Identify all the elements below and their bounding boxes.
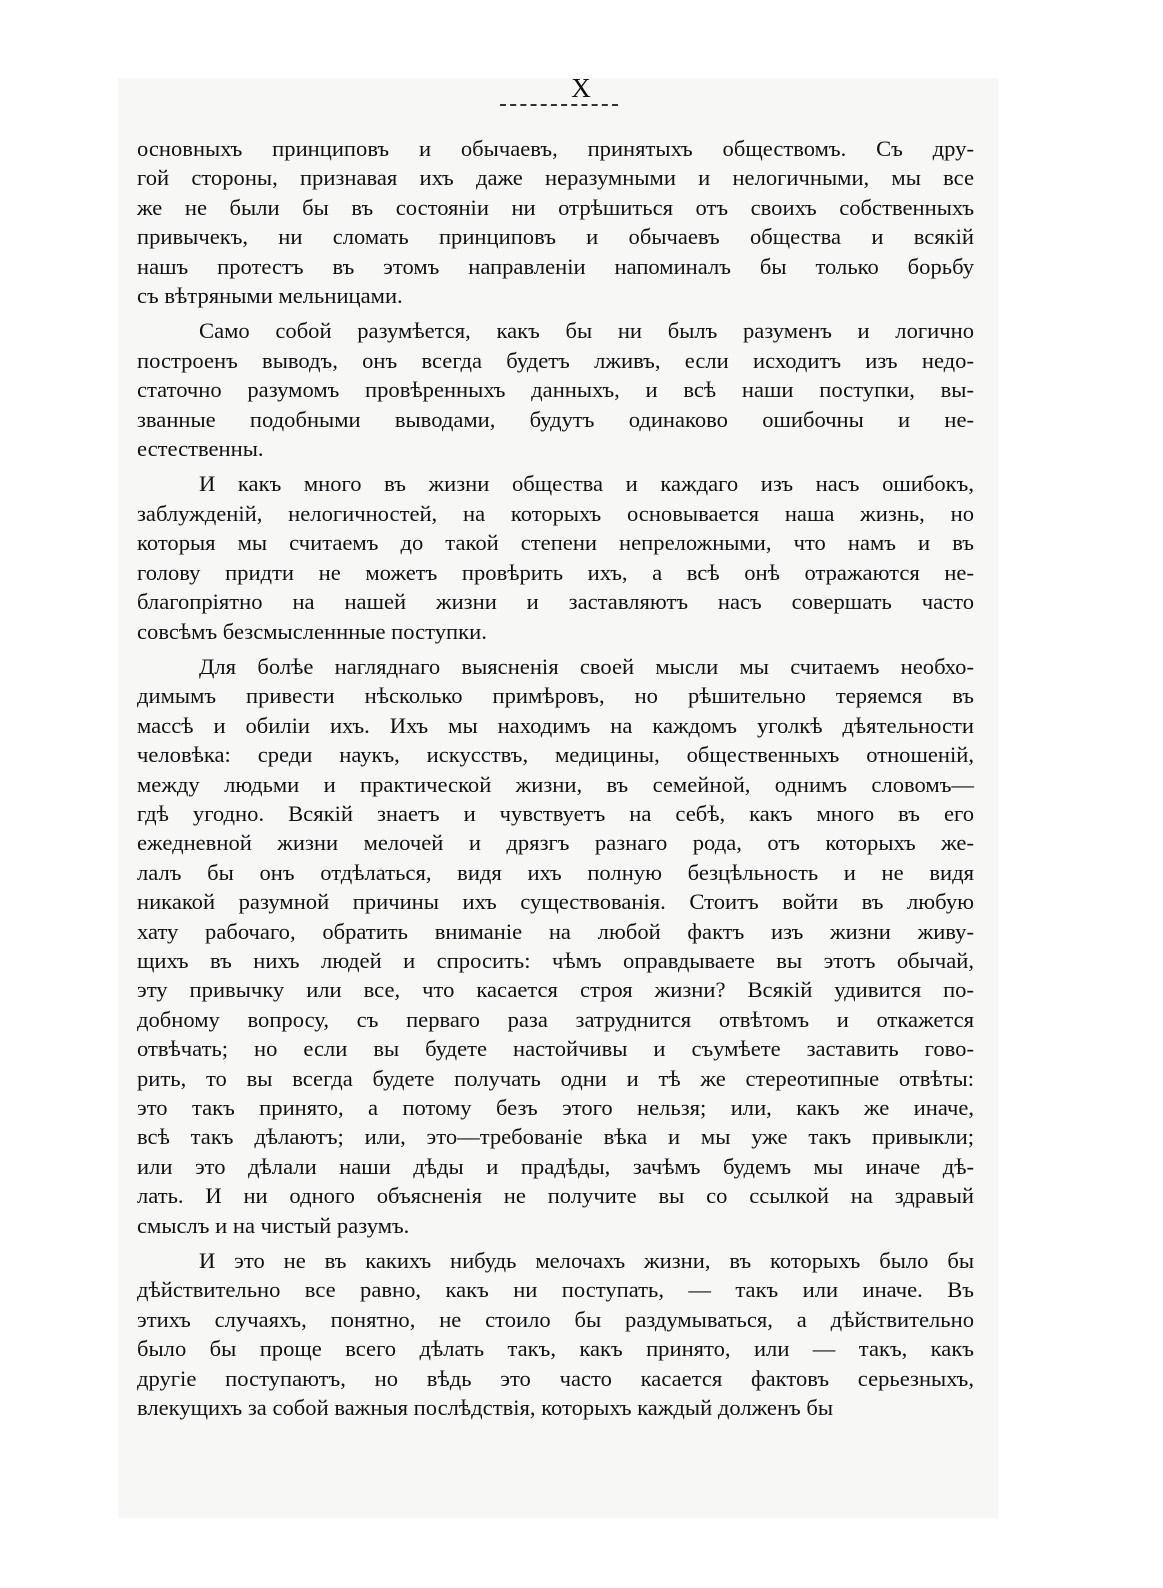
text-line: Само собой разумѣется, какъ бы ни былъ разуменъ и логично bbox=[199, 318, 974, 344]
text-line: эту привычку или все, что касается строя жизни? Всякій удивится по- bbox=[137, 977, 974, 1003]
text-line: И какъ много въ жизни общества и каждаго изъ насъ ошибокъ, bbox=[199, 471, 974, 497]
text-line: гой стороны, признавая ихъ даже неразумными и нелогичными, мы все bbox=[137, 165, 974, 191]
text-line: димымъ привести нѣсколько примѣровъ, но рѣшительно теряемся въ bbox=[137, 683, 974, 709]
text-line: званные подобными выводами, будутъ одинаково ошибочны и не- bbox=[137, 406, 974, 432]
text-line: естественны. bbox=[137, 436, 264, 462]
text-line: съ вѣтряными мельницами. bbox=[137, 283, 403, 309]
paragraph bbox=[137, 469, 974, 645]
text-line: основныхъ принциповъ и обычаевъ, принятыхъ обществомъ. Съ дру- bbox=[137, 136, 974, 161]
text-line: этихъ случаяхъ, понятно, не стоило бы раздумываться, а дѣйствительно bbox=[137, 1306, 974, 1332]
text-line: хату рабочаго, обратить вниманіе на любой фактъ изъ жизни живу- bbox=[137, 918, 974, 944]
text-line: лалъ бы онъ отдѣлаться, видя ихъ полную безцѣльность и не видя bbox=[137, 859, 974, 885]
text-line: между людьми и практической жизни, въ семейной, однимъ словомъ— bbox=[137, 771, 974, 797]
text-line: другіе поступаютъ, но вѣдь это часто касается фактовъ серьезныхъ, bbox=[137, 1365, 974, 1391]
text-line: которыя мы считаемъ до такой степени непреложными, что намъ и въ bbox=[137, 530, 974, 556]
text-line: совсѣмъ безсмысленнные поступки. bbox=[137, 618, 487, 644]
text-line: лать. И ни одного объясненія не получите вы со ссылкой на здравый bbox=[137, 1183, 974, 1209]
text-line: было бы проще всего дѣлать такъ, какъ принято, или — такъ, какъ bbox=[137, 1336, 974, 1362]
text-line: добному вопросу, съ перваго раза затруднится отвѣтомъ и откажется bbox=[137, 1006, 974, 1032]
text-line: рить, то вы всегда будете получать одни и тѣ же стереотипные отвѣты: bbox=[137, 1065, 974, 1091]
text-line: ежедневной жизни мелочей и дрязгъ разнаго рода, отъ которыхъ же- bbox=[137, 830, 974, 856]
body-text bbox=[137, 134, 974, 1428]
paragraph bbox=[137, 134, 974, 310]
text-line: влекущихъ за собой важныя послѣдствія, которыхъ каждый долженъ бы bbox=[137, 1395, 834, 1421]
text-line: привычекъ, ни сломать принциповъ и обычаевъ общества и всякій bbox=[137, 224, 974, 250]
text-line: человѣка: среди наукъ, искусствъ, медицины, общественныхъ отношеній, bbox=[137, 742, 974, 768]
text-line: голову придти не можетъ провѣрить ихъ, а всѣ онѣ отражаются не- bbox=[137, 559, 974, 585]
text-line: это такъ принято, а потому безъ этого нельзя; или, какъ же иначе, bbox=[137, 1095, 974, 1120]
text-line: массѣ и обиліи ихъ. Ихъ мы находимъ на каждомъ уголкѣ дѣятельности bbox=[137, 712, 974, 738]
text-line: И это не въ какихъ нибудь мелочахъ жизни, въ которыхъ было бы bbox=[199, 1248, 974, 1274]
text-line: же не были бы въ состояніи ни отрѣшиться отъ своихъ собственныхъ bbox=[137, 194, 974, 220]
text-line: гдѣ угодно. Всякій знаетъ и чувствуетъ на себѣ, какъ много въ его bbox=[137, 800, 974, 826]
text-line: заблужденій, нелогичностей, на которыхъ основывается наша жизнь, но bbox=[137, 500, 974, 526]
text-line: статочно разумомъ провѣренныхъ данныхъ, и всѣ наши поступки, вы- bbox=[137, 377, 974, 403]
text-line: отвѣчать; но если вы будете настойчивы и съумѣете заставить гово- bbox=[137, 1036, 974, 1062]
page-number: X bbox=[571, 73, 592, 103]
paragraph bbox=[137, 1246, 974, 1422]
text-line: никакой разумной причины ихъ существованія. Стоитъ войти въ любую bbox=[137, 889, 974, 915]
text-line: построенъ выводъ, онъ всегда будетъ лживъ, если исходитъ изъ недо- bbox=[137, 347, 974, 373]
text-line: всѣ такъ дѣлаютъ; или, это—требованіе вѣка и мы уже такъ привыкли; bbox=[137, 1124, 974, 1150]
text-line: нашъ протестъ въ этомъ направленіи напоминалъ бы только борьбу bbox=[137, 253, 974, 279]
paragraph bbox=[137, 316, 974, 463]
text-line: щихъ въ нихъ людей и спросить: чѣмъ оправдываете вы этотъ обычай, bbox=[137, 947, 974, 973]
header-rule bbox=[500, 104, 618, 106]
text-line: дѣйствительно все равно, какъ ни поступать, — такъ или иначе. Въ bbox=[137, 1277, 974, 1303]
text-line: или это дѣлали наши дѣды и прадѣды, зачѣмъ будемъ мы иначе дѣ- bbox=[137, 1153, 974, 1179]
text-line: благопріятно на нашей жизни и заставляютъ насъ совершать часто bbox=[137, 589, 974, 615]
paragraph bbox=[137, 652, 974, 1240]
text-line: Для болѣе нагляднаго выясненія своей мысли мы считаемъ необхо- bbox=[199, 653, 974, 679]
text-line: смыслъ и на чистый разумъ. bbox=[137, 1212, 410, 1238]
